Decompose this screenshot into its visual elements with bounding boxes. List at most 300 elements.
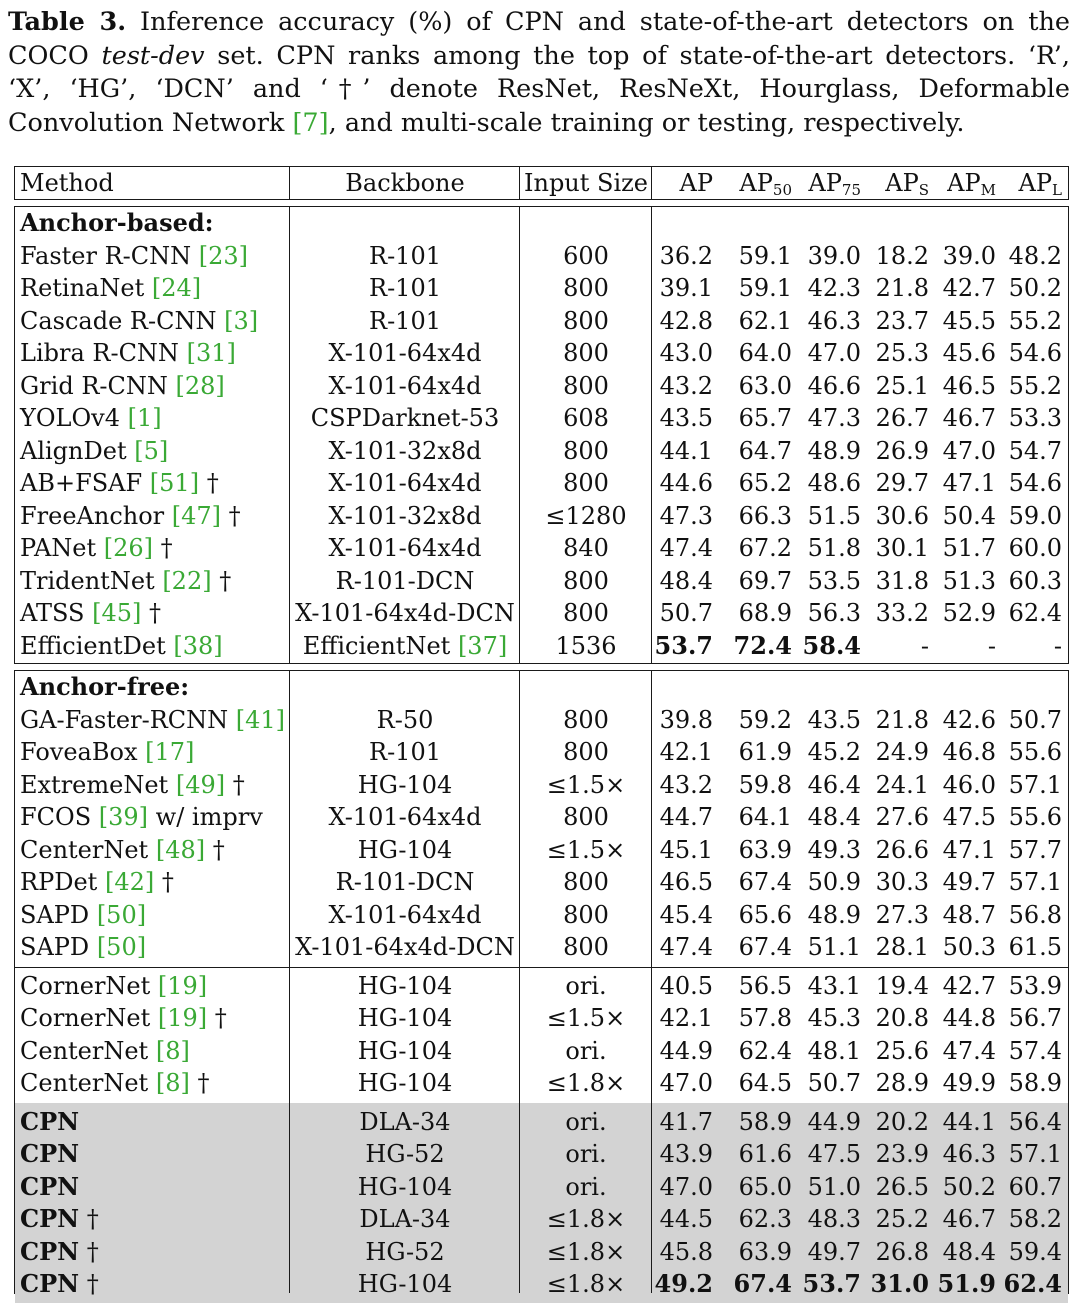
table-row: [15, 435, 1068, 468]
backbone-cell: [290, 305, 520, 337]
input-size-cell: 800: [563, 436, 609, 465]
backbone-cell: [290, 1138, 520, 1170]
backbone-name: R-101-DCN: [335, 868, 475, 896]
metric-cell: 47.3: [807, 404, 861, 432]
backbone-name: HG-104: [357, 1270, 453, 1298]
method-citation-link[interactable]: [42]: [104, 868, 155, 896]
metric-cell: 59.1: [738, 274, 792, 302]
table-row: [15, 801, 1068, 834]
metric-cell: 57.7: [1008, 835, 1062, 864]
method-citation-link[interactable]: [17]: [145, 738, 195, 766]
metric-cell: 59.2: [738, 705, 792, 734]
metric-cell: 64.5: [738, 1069, 792, 1097]
method-name: RPDet: [20, 868, 98, 896]
method-name: TridentNet: [20, 566, 155, 595]
method-suffix: †: [154, 868, 174, 896]
table-row: [15, 1067, 1068, 1100]
metric-cell: -: [1053, 631, 1062, 660]
metric-cell: 46.3: [942, 1140, 996, 1168]
table-row: [15, 1138, 1068, 1171]
input-size-cell: 800: [563, 599, 609, 627]
method-cell: [20, 899, 146, 931]
metric-cell: 50.9: [807, 868, 861, 896]
backbone-name: X-101-32x8d: [328, 436, 482, 465]
backbone-name: R-101-DCN: [335, 566, 475, 595]
backbone-cell: [290, 500, 520, 532]
method-citation-link[interactable]: [28]: [175, 371, 225, 400]
caption-italic: test-dev: [101, 40, 205, 71]
column-divider: [651, 671, 652, 1293]
metric-cell: 48.1: [807, 1036, 861, 1065]
method-suffix: †: [153, 534, 173, 562]
method-cell: [20, 1268, 99, 1300]
metric-cell: 46.4: [807, 770, 861, 799]
metric-cell: 61.5: [1008, 933, 1062, 961]
metric-cell: 45.3: [807, 1004, 861, 1032]
method-cell: [20, 240, 248, 272]
metric-cell: 54.6: [1008, 339, 1062, 367]
input-size-cell: 800: [563, 705, 609, 734]
metric-cell: 47.4: [942, 1036, 996, 1065]
method-name: CPN: [20, 1204, 80, 1233]
method-citation-link[interactable]: [3]: [224, 306, 259, 335]
table-row: [15, 736, 1068, 769]
method-suffix: †: [79, 1205, 99, 1233]
metric-cell: 53.7: [654, 630, 713, 660]
metric-cell: 45.2: [807, 738, 861, 766]
backbone-cell: [290, 931, 520, 963]
header-input-size: Input Size: [524, 169, 648, 197]
metric-cell: 45.8: [659, 1237, 713, 1266]
table-row: [15, 305, 1068, 338]
metric-cell: 57.8: [738, 1004, 792, 1032]
backbone-cell: [290, 1236, 520, 1268]
backbone-name: HG-104: [357, 1036, 453, 1065]
metric-cell: 39.0: [807, 241, 861, 270]
method-cell: [20, 801, 263, 833]
metric-cell: 59.8: [738, 770, 792, 799]
metric-cell: 55.6: [1008, 738, 1062, 766]
backbone-name: X-101-64x4d-DCN: [295, 933, 515, 961]
metric-cell: 48.4: [942, 1237, 996, 1266]
input-size-cell: 800: [563, 933, 609, 961]
table-row: [15, 272, 1068, 305]
table-row: [15, 240, 1068, 273]
method-citation-link[interactable]: [50]: [96, 933, 147, 961]
method-name: SAPD: [20, 933, 90, 961]
metric-cell: 58.4: [802, 630, 861, 660]
input-size-cell: 840: [563, 534, 609, 562]
metric-cell: 51.9: [937, 1269, 996, 1298]
metric-cell: 47.1: [942, 469, 996, 497]
method-suffix: †: [211, 566, 232, 595]
input-size-cell: ori.: [565, 971, 607, 1000]
metric-cell: 48.7: [942, 900, 996, 929]
section-divider: [15, 967, 1068, 968]
backbone-cell: [290, 240, 520, 272]
method-citation-link[interactable]: [39]: [98, 803, 149, 831]
backbone-name: DLA-34: [359, 1107, 451, 1136]
method-citation-link[interactable]: [38]: [173, 631, 223, 660]
method-citation-link[interactable]: [19]: [157, 1004, 208, 1032]
metric-cell: 48.9: [807, 900, 861, 929]
metric-cell: 61.6: [738, 1140, 792, 1168]
table-row: [15, 1236, 1068, 1269]
metric-cell: 49.2: [654, 1269, 713, 1298]
metric-cell: 67.2: [738, 534, 792, 562]
method-citation-link[interactable]: [1]: [127, 404, 162, 432]
backbone-cell: [290, 630, 520, 662]
metric-cell: 50.4: [942, 501, 996, 530]
backbone-cell: [290, 532, 520, 564]
input-size-cell: 800: [563, 371, 609, 400]
metric-cell: 24.1: [875, 770, 929, 799]
method-citation-link[interactable]: [31]: [186, 339, 236, 367]
metric-cell: 67.4: [738, 933, 792, 961]
method-name: CPN: [20, 1171, 80, 1201]
table-row: [15, 467, 1068, 500]
method-cell: [20, 337, 236, 369]
method-cell: [20, 1138, 79, 1170]
method-name: ExtremeNet: [20, 770, 169, 799]
metric-cell: 56.3: [807, 599, 861, 627]
backbone-name: HG-104: [357, 971, 453, 1000]
backbone-cell: [290, 1035, 520, 1067]
input-size-cell: 1536: [555, 631, 617, 660]
metric-cell: 46.5: [942, 371, 996, 400]
backbone-cell: [290, 736, 520, 768]
backbone-cell: [290, 1106, 520, 1138]
metric-cell: 60.0: [1008, 534, 1062, 562]
input-size-cell: ≤1.5×: [546, 770, 626, 799]
metric-cell: 58.9: [1008, 1069, 1062, 1097]
input-size-cell: 800: [563, 900, 609, 929]
metric-cell: 50.7: [659, 599, 713, 627]
header-apl: $AP_L$: [1018, 169, 1062, 199]
metric-cell: 49.7: [807, 1237, 861, 1266]
metric-cell: 51.3: [942, 566, 996, 595]
backbone-name: R-101: [369, 241, 441, 270]
method-name: GA-Faster-RCNN: [20, 705, 229, 734]
metric-cell: 56.4: [1008, 1107, 1062, 1136]
metric-cell: 29.7: [875, 469, 929, 497]
method-name: PANet: [20, 534, 97, 562]
table-row: [15, 1268, 1068, 1301]
method-citation-link[interactable]: [49]: [175, 770, 226, 799]
metric-cell: 47.0: [659, 1069, 713, 1097]
table-row: [15, 370, 1068, 403]
metric-cell: 23.9: [875, 1140, 929, 1168]
input-size-cell: ≤1.8×: [546, 1069, 626, 1097]
method-cell: [20, 630, 223, 662]
metric-cell: 42.8: [659, 306, 713, 335]
backbone-cell: [290, 704, 520, 736]
metric-cell: 44.5: [659, 1205, 713, 1233]
method-citation-link[interactable]: [24]: [151, 274, 202, 302]
metric-cell: 21.8: [875, 705, 929, 734]
method-citation-link[interactable]: [26]: [103, 534, 154, 562]
method-name: CPN: [20, 1236, 80, 1266]
metric-cell: 45.1: [659, 835, 713, 864]
metric-cell: 46.7: [942, 1205, 996, 1233]
input-size-cell: ori.: [565, 1172, 607, 1201]
metric-cell: 55.2: [1008, 306, 1062, 335]
metric-cell: 48.3: [807, 1205, 861, 1233]
metric-cell: 62.3: [738, 1205, 792, 1233]
backbone-name: DLA-34: [359, 1205, 451, 1233]
metric-cell: 44.1: [659, 436, 713, 465]
input-size-cell: 800: [563, 566, 609, 595]
method-name: CenterNet: [20, 1036, 149, 1065]
method-citation-link[interactable]: [48]: [155, 835, 206, 864]
backbone-name: R-101: [369, 306, 441, 335]
metric-cell: 46.5: [659, 868, 713, 896]
backbone-citation-link[interactable]: [37]: [457, 631, 508, 660]
metric-cell: 50.7: [807, 1069, 861, 1097]
caption-text-2: set. CPN ranks among the top of state-of-the-art detectors. ‘R’, ‘X’, ‘HG’, ‘DCN’ and ‘†’ denote ResNet, ResNeXt, Hourglass, Deformable Convolution Network: [8, 40, 1070, 138]
method-citation-link[interactable]: [51]: [149, 469, 200, 497]
metric-cell: 53.7: [802, 1269, 861, 1298]
method-name: CenterNet: [20, 1069, 149, 1097]
metric-cell: 51.0: [807, 1172, 861, 1201]
metric-cell: 59.4: [1008, 1237, 1062, 1266]
backbone-cell: [290, 370, 520, 402]
metric-cell: -: [920, 631, 929, 660]
metric-cell: 64.0: [738, 339, 792, 367]
metric-cell: 20.2: [875, 1107, 929, 1136]
method-cell: [20, 500, 241, 532]
backbone-name: X-101-64x4d: [328, 900, 482, 929]
metric-cell: 46.0: [942, 770, 996, 799]
metric-cell: 59.1: [738, 241, 792, 270]
caption-text-1: Inference accuracy (%) of CPN and state-of-the-art detectors on the COCO: [8, 7, 1070, 71]
metric-cell: 43.1: [807, 971, 861, 1000]
input-size-cell: 600: [563, 241, 609, 270]
metric-cell: 56.7: [1008, 1004, 1062, 1032]
method-name: AlignDet: [20, 436, 127, 465]
metric-cell: 43.5: [659, 404, 713, 432]
method-citation-link[interactable]: [45]: [92, 599, 142, 627]
metric-cell: 45.5: [942, 306, 996, 335]
input-size-cell: ≤1.8×: [546, 1237, 626, 1266]
header-method: Method: [20, 169, 114, 197]
metric-cell: 53.3: [1008, 404, 1062, 432]
metric-cell: 42.7: [942, 971, 996, 1000]
method-name: CPN: [20, 1106, 80, 1136]
backbone-name: CSPDarknet-53: [310, 404, 500, 432]
table-row: [15, 769, 1068, 802]
method-cell: [20, 1035, 190, 1067]
metric-cell: 59.0: [1008, 501, 1062, 530]
table-row: [15, 630, 1068, 663]
method-name: ATSS: [20, 599, 85, 627]
metric-cell: 27.3: [875, 900, 929, 929]
metric-cell: 44.6: [659, 469, 713, 497]
metric-cell: 43.9: [659, 1140, 713, 1168]
metric-cell: 65.7: [738, 404, 792, 432]
method-citation-link[interactable]: [8]: [155, 1069, 190, 1097]
metric-cell: 42.6: [942, 705, 996, 734]
method-citation-link[interactable]: [41]: [235, 705, 286, 734]
backbone-cell: [290, 467, 520, 499]
metric-cell: 51.7: [942, 534, 996, 562]
metric-cell: 51.8: [807, 534, 861, 562]
metric-cell: 66.3: [738, 501, 792, 530]
table-row: [15, 337, 1068, 370]
metric-cell: 57.1: [1008, 770, 1062, 799]
method-cell: [20, 736, 194, 768]
metric-cell: 65.6: [738, 900, 792, 929]
method-name: FoveaBox: [20, 738, 138, 766]
method-suffix: w/ imprv: [148, 803, 263, 831]
metric-cell: 45.6: [942, 339, 996, 367]
method-name: YOLOv4: [20, 404, 120, 432]
metric-cell: 67.4: [738, 868, 792, 896]
method-cell: [20, 1236, 99, 1268]
metric-cell: 47.4: [659, 534, 713, 562]
method-cell: [20, 402, 162, 434]
table-row: [15, 704, 1068, 737]
metric-cell: 64.7: [738, 436, 792, 465]
method-suffix: †: [189, 1069, 210, 1097]
method-citation-link[interactable]: [8]: [155, 1036, 190, 1065]
metric-cell: 50.7: [1008, 705, 1062, 734]
backbone-name: HG-104: [357, 770, 453, 799]
metric-cell: 24.9: [875, 738, 929, 766]
table-row: [15, 1203, 1068, 1236]
metric-cell: 54.6: [1008, 469, 1062, 497]
metric-cell: 62.1: [738, 306, 792, 335]
metric-cell: 25.2: [875, 1205, 929, 1233]
metric-cell: 25.1: [875, 371, 929, 400]
metric-cell: 47.0: [659, 1172, 713, 1201]
method-name: Cascade R-CNN: [20, 306, 217, 335]
table-row: [15, 402, 1068, 435]
metric-cell: 60.3: [1008, 566, 1062, 595]
input-size-cell: ≤1.8×: [546, 1270, 626, 1298]
method-cell: [20, 1171, 79, 1203]
method-name: FreeAnchor: [20, 501, 165, 530]
backbone-name: HG-104: [357, 1004, 453, 1032]
metric-cell: 65.2: [738, 469, 792, 497]
table-row: [15, 565, 1068, 598]
backbone-cell: [290, 801, 520, 833]
method-citation-link[interactable]: [47]: [171, 501, 222, 530]
input-size-cell: ori.: [565, 1107, 607, 1136]
method-citation-link[interactable]: [22]: [162, 566, 212, 595]
metric-cell: 58.9: [738, 1107, 792, 1136]
metric-cell: 41.7: [659, 1107, 713, 1136]
metric-cell: 62.4: [1008, 599, 1062, 627]
metric-cell: 26.6: [875, 835, 929, 864]
metric-cell: 42.1: [659, 738, 713, 766]
caption-citation-link[interactable]: [7]: [292, 107, 329, 138]
metric-cell: 20.8: [875, 1004, 929, 1032]
metric-cell: 47.1: [942, 835, 996, 864]
method-citation-link[interactable]: [5]: [134, 436, 169, 465]
metric-cell: 48.4: [807, 803, 861, 831]
metric-cell: 39.0: [942, 241, 996, 270]
metric-cell: 46.3: [807, 306, 861, 335]
metric-cell: 64.1: [738, 803, 792, 831]
method-citation-link[interactable]: [19]: [157, 971, 208, 1000]
input-size-cell: ≤1280: [545, 501, 627, 530]
input-size-cell: ≤1.8×: [546, 1205, 626, 1233]
metric-cell: 51.5: [807, 501, 861, 530]
method-suffix: †: [225, 770, 245, 799]
method-suffix: †: [79, 1237, 99, 1266]
input-size-cell: 608: [563, 404, 609, 432]
metric-cell: 26.5: [875, 1172, 929, 1201]
table-row: [15, 866, 1068, 899]
metric-cell: 48.2: [1008, 241, 1062, 270]
method-cell: [20, 565, 231, 597]
metric-cell: 57.1: [1008, 1140, 1062, 1168]
metric-cell: 39.1: [659, 274, 713, 302]
table-row: [15, 597, 1068, 630]
metric-cell: 48.9: [807, 436, 861, 465]
metric-cell: 18.2: [875, 241, 929, 270]
metric-cell: 39.8: [659, 705, 713, 734]
metric-cell: 25.3: [875, 339, 929, 367]
input-size-cell: ori.: [565, 1140, 607, 1168]
metric-cell: 48.6: [807, 469, 861, 497]
metric-cell: 47.5: [807, 1140, 861, 1168]
backbone-cell: [290, 769, 520, 801]
header-backbone: Backbone: [345, 169, 465, 197]
backbone-cell: [290, 272, 520, 304]
method-cell: [20, 532, 173, 564]
method-name: CornerNet: [20, 971, 151, 1000]
caption-text-3: , and multi-scale training or testing, respectively.: [328, 107, 965, 138]
method-cell: [20, 970, 207, 1002]
backbone-cell: [290, 1268, 520, 1300]
backbone-cell: [290, 970, 520, 1002]
caption-label: Table 3.: [8, 7, 127, 37]
metric-cell: 26.9: [875, 436, 929, 465]
metric-cell: 47.3: [659, 501, 713, 530]
method-suffix: †: [207, 1004, 227, 1032]
metric-cell: 28.1: [875, 933, 929, 961]
metric-cell: 28.9: [875, 1069, 929, 1097]
table-row: [15, 970, 1068, 1003]
metric-cell: 46.7: [942, 404, 996, 432]
metric-cell: 25.6: [875, 1036, 929, 1065]
method-citation-link[interactable]: [23]: [198, 241, 249, 270]
section-title-row: [15, 207, 1068, 240]
metric-cell: 30.6: [875, 501, 929, 530]
backbone-cell: [290, 597, 520, 629]
metric-cell: 53.5: [807, 566, 861, 595]
backbone-name: X-101-64x4d: [328, 534, 482, 562]
backbone-cell: [290, 834, 520, 866]
method-cell: [20, 1067, 209, 1099]
metric-cell: 53.9: [1008, 971, 1062, 1000]
metric-cell: 56.5: [738, 971, 792, 1000]
metric-cell: 46.8: [942, 738, 996, 766]
metric-cell: 62.4: [738, 1036, 792, 1065]
method-suffix: †: [141, 599, 162, 627]
backbone-name: R-101: [369, 274, 441, 302]
metric-cell: 68.9: [738, 599, 792, 627]
input-size-cell: 800: [563, 738, 609, 766]
table-header: [14, 166, 1069, 200]
backbone-name: X-101-64x4d: [328, 371, 482, 400]
metric-cell: 55.6: [1008, 803, 1062, 831]
metric-cell: 54.7: [1008, 436, 1062, 465]
method-citation-link[interactable]: [50]: [96, 900, 147, 929]
method-cell: [20, 834, 225, 866]
